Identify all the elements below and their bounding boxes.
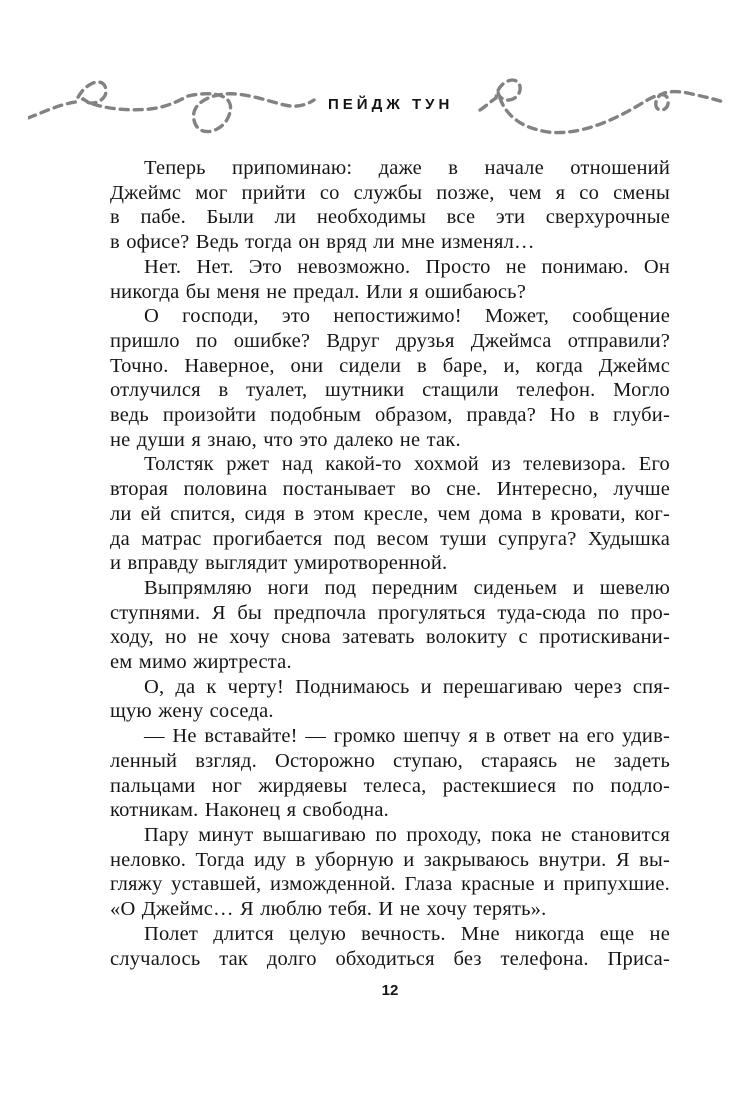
text-line: никогда бы меня не предал. Или я ошибаюсь? bbox=[110, 280, 526, 303]
dashed-squiggle-right-decoration bbox=[478, 76, 728, 144]
text-line: ли ей спится, сидя в этом кресле, чем дома в кровати, ког- bbox=[110, 502, 670, 525]
text-line: пальцами ног жирдяевы телеса, растекшиеся по подло- bbox=[110, 774, 670, 797]
text-line: — Не вставайте! — громко шепчу я в ответ на его удив- bbox=[144, 725, 670, 748]
text-line: котникам. Наконец я свободна. bbox=[110, 799, 389, 822]
text-line: в пабе. Были ли необходимы все эти сверхурочные bbox=[110, 206, 670, 229]
paragraph bbox=[110, 675, 670, 724]
text-line: Джеймс мог прийти со службы позже, чем я со смены bbox=[110, 181, 670, 204]
text-line: Выпрямляю ноги под передним сиденьем и шевелю bbox=[144, 576, 670, 599]
paragraph bbox=[110, 922, 670, 971]
text-line: не души я знаю, что это далеко не так. bbox=[110, 428, 461, 451]
page-number: 12 bbox=[381, 982, 399, 999]
text-line: в офисе? Ведь тогда он вряд ли мне изменял… bbox=[110, 231, 535, 254]
text-line: случалось так долго обходиться без телефона. Приса- bbox=[110, 947, 670, 970]
page-body-text bbox=[110, 156, 670, 971]
paragraph bbox=[110, 452, 670, 576]
text-line: Полет длится целую вечность. Мне никогда еще не bbox=[144, 922, 670, 945]
text-line: Точно. Наверное, они сидели в баре, и, когда Джеймс bbox=[110, 354, 670, 377]
text-line: О, да к черту! Поднимаюсь и перешагиваю через спя- bbox=[144, 675, 670, 698]
text-line: и вправду выглядит умиротворенной. bbox=[110, 552, 448, 575]
paragraph bbox=[110, 576, 670, 675]
text-line: Пару минут вышагиваю по проходу, пока не становится bbox=[144, 823, 670, 846]
text-line: Теперь припоминаю: даже в начале отношений bbox=[144, 157, 670, 179]
paragraph bbox=[110, 156, 670, 255]
text-line: ступнями. Я бы предпочла прогуляться туда-сюда по про- bbox=[110, 601, 670, 624]
dashed-squiggle-left-decoration bbox=[28, 76, 316, 144]
text-line: «О Джеймс… Я люблю тебя. И не хочу терять». bbox=[110, 898, 547, 921]
text-line: неловко. Тогда иду в уборную и закрываюсь внутри. Я вы- bbox=[110, 848, 670, 871]
text-line: щую жену соседа. bbox=[110, 700, 274, 723]
text-line: гляжу уставшей, изможденной. Глаза красные и припухшие. bbox=[110, 873, 670, 896]
paragraph bbox=[110, 823, 670, 897]
paragraph bbox=[110, 255, 670, 304]
text-line: пришло по ошибке? Вдруг друзья Джеймса отправили? bbox=[110, 329, 670, 352]
paragraph bbox=[110, 304, 670, 452]
text-line: Нет. Нет. Это невозможно. Просто не понимаю. Он bbox=[144, 255, 670, 278]
text-line: ленный взгляд. Осторожно ступаю, стараясь не задеть bbox=[110, 749, 670, 772]
text-line: вторая половина постанывает во сне. Интересно, лучше bbox=[110, 478, 670, 501]
text-line: О господи, это непостижимо! Может, сообщение bbox=[144, 305, 670, 328]
text-line: ведь произойти подобным образом, правда? Но в глуби- bbox=[110, 404, 670, 427]
text-line: да матрас прогибается под весом туши супруга? Худышка bbox=[110, 527, 670, 550]
text-line: Толстяк ржет над какой-то хохмой из телевизора. Его bbox=[144, 453, 670, 476]
text-line: ем мимо жиртреста. bbox=[110, 651, 292, 674]
paragraph bbox=[110, 724, 670, 823]
text-line: отлучился в туалет, шутники стащили телефон. Могло bbox=[110, 379, 670, 402]
running-header-author: ПЕЙДЖ ТУН bbox=[328, 96, 454, 113]
text-line: ходу, но не хочу снова затевать волокиту с протискивани- bbox=[110, 626, 670, 649]
paragraph bbox=[110, 897, 670, 922]
